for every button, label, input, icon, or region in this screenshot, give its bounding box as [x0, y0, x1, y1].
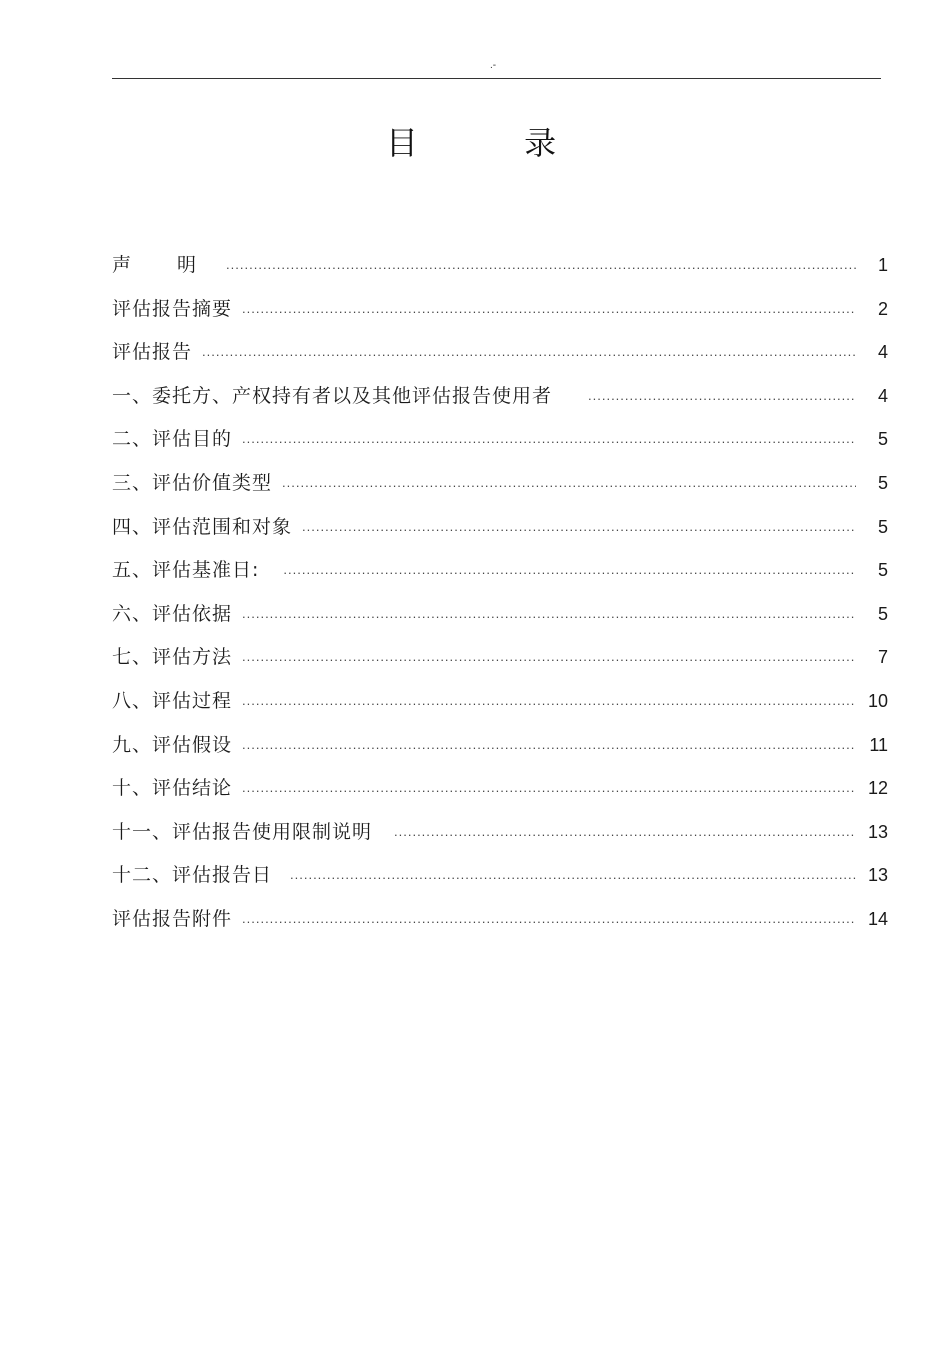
toc-entry-label: 四、评估范围和对象	[112, 515, 293, 538]
toc-entry-page: 5	[877, 472, 888, 493]
toc-dot-leader	[242, 911, 856, 926]
toc-entry-label: 评估报告摘要	[112, 297, 233, 320]
toc-entry[interactable]	[112, 686, 902, 730]
toc-dot-leader	[282, 475, 856, 490]
toc-entry-page: 5	[877, 560, 888, 581]
toc-entry-label: 评估报告附件	[112, 907, 233, 930]
toc-entry-label: 十、评估结论	[112, 777, 233, 800]
page-title: 目 录	[385, 124, 605, 162]
toc-entry-page: 14	[867, 908, 888, 929]
toc-entry[interactable]	[112, 860, 902, 904]
toc-entry-label: 十二、评估报告日	[112, 864, 273, 887]
toc-dot-leader	[242, 780, 856, 795]
toc-entry[interactable]	[112, 468, 902, 512]
header-rule	[112, 78, 881, 79]
toc-entry-page: 5	[877, 429, 888, 450]
toc-entry-page: 4	[877, 342, 888, 363]
toc-dot-leader	[394, 824, 856, 839]
toc-entry[interactable]	[112, 730, 902, 774]
toc-entry-page: 5	[877, 516, 888, 537]
toc-entry[interactable]	[112, 337, 902, 381]
toc-entry-label: 评估报告	[112, 341, 193, 364]
toc-entry[interactable]	[112, 250, 902, 294]
toc-entry[interactable]	[112, 642, 902, 686]
toc-entry[interactable]	[112, 599, 902, 643]
toc-dot-leader	[242, 649, 856, 664]
toc-entry-page: 13	[867, 865, 888, 886]
toc-dot-leader	[242, 431, 856, 446]
toc-entry-page: 5	[877, 603, 888, 624]
toc-entry-page: 4	[877, 385, 888, 406]
toc-dot-leader	[290, 867, 856, 882]
toc-dot-leader	[242, 301, 856, 316]
toc-entry[interactable]	[112, 424, 902, 468]
toc-entry-page: 1	[877, 255, 888, 275]
toc-entry-label: 七、评估方法	[112, 646, 233, 669]
toc-entry[interactable]	[112, 294, 902, 338]
toc-entry-label: 九、评估假设	[112, 733, 233, 756]
toc-dot-leader	[242, 693, 856, 708]
header-mark: .-	[490, 60, 497, 71]
toc-dot-leader	[283, 562, 856, 577]
toc-entry[interactable]	[112, 773, 902, 817]
toc-dot-leader	[202, 344, 856, 359]
table-of-contents	[112, 250, 902, 948]
toc-entry-page: 13	[867, 821, 888, 842]
toc-entry-label: 二、评估目的	[112, 428, 233, 451]
toc-entry-page: 12	[867, 778, 888, 799]
toc-entry-label: 声 明	[112, 254, 217, 276]
toc-dot-leader	[588, 388, 856, 403]
toc-entry-label: 三、评估价值类型	[112, 471, 273, 494]
toc-dot-leader	[242, 606, 856, 621]
toc-entry[interactable]	[112, 381, 902, 425]
toc-entry[interactable]	[112, 555, 902, 599]
toc-entry[interactable]	[112, 904, 902, 948]
toc-dot-leader	[242, 737, 856, 752]
toc-entry-page: 11	[869, 734, 888, 755]
toc-entry-label: 十一、评估报告使用限制说明	[112, 820, 373, 843]
toc-entry-label: 六、评估依据	[112, 602, 233, 625]
toc-entry-label: 八、评估过程	[112, 689, 233, 712]
toc-entry[interactable]	[112, 817, 902, 861]
toc-entry[interactable]	[112, 512, 902, 556]
toc-entry-page: 7	[877, 647, 888, 668]
toc-entry-page: 10	[867, 690, 888, 711]
toc-entry-label: 一、委托方、产权持有者以及其他评估报告使用者	[112, 384, 553, 407]
toc-dot-leader	[302, 519, 856, 534]
toc-entry-label: 五、评估基准日:	[112, 559, 260, 582]
toc-entry-page: 2	[877, 298, 888, 319]
toc-dot-leader	[226, 257, 856, 272]
